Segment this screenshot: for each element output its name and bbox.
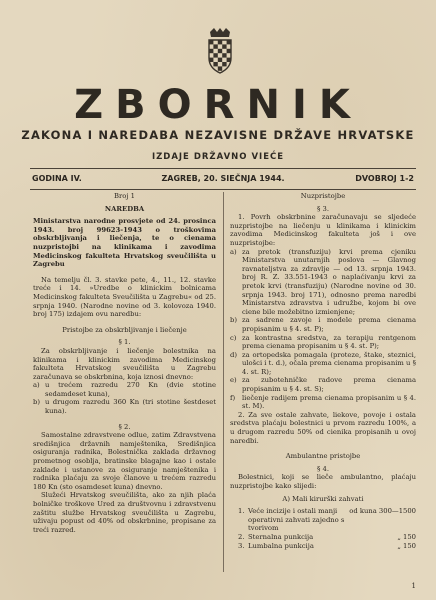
list-item-text: u trećem razredu 270 Kn (dvie stotine sedamdeset kuna), — [45, 381, 216, 398]
list-item-text: za ortopedska pomagala (proteze, štake, steznici, ulošci i t. d.), očala prema cienama propisanim u § 4. st. R); — [242, 350, 416, 376]
list-item — [230, 316, 416, 333]
issue-year: GODINA IV. — [32, 174, 82, 183]
list-item — [230, 351, 416, 377]
gazette-subtitle: ZAKONA I NAREDABA NEZAVISNE DRŽAVE HRVATSKE — [21, 128, 415, 142]
fee-row — [230, 542, 416, 551]
paragraph-mark: § 2. — [118, 422, 131, 431]
fee-row-number: 1. — [238, 507, 245, 516]
fee-row — [230, 533, 416, 542]
list-item-text: za pretok (transfuziju) krvi prema cjeniku Ministarstva unutarnjih poslova — Glavnog ravnateljstva za zdravlje — od 13. srpnja 1943. broj R. Z. 33.551-1943 o naplaćivanju krvi za pretok krvi (transfuziju) (Narodne novine od 30. srpnja 1943. broj 171), odnosno prema naredbi Ministarstva zdravstva i udružbe, kojom bi ove ciene bile možebitno izmienjene; — [242, 247, 416, 316]
fee-row-price: od kuna 300—1500 — [349, 507, 416, 516]
left-column — [33, 192, 216, 534]
item-number: Broj 1 — [114, 192, 135, 200]
paragraph-mark: § 3. — [316, 204, 330, 213]
paragraph-mark: § 1. — [118, 338, 131, 347]
list-item — [230, 394, 416, 411]
list-item — [33, 398, 216, 415]
paragraph-text: Služeći Hrvatskog sveučilišta, ako za njih plaća bolničke troškove Ured za društvovnu i zdravstvenu zaštitu službe Hrvatskog sveučilišta u Zagrebu, uživaju popust od 40% od obskrbnine, propisane za treći razred. — [33, 491, 216, 534]
preamble: Na temelju čl. 3. stavke pete, 4., 11., 12. stavke treće i 14. »Uredbe o klinickim bolnicama Medicinskog fakulteta Sveučilišta u Zagrebu« od 25. srpnja 1940. (Narodne novine od 3. kolovoza 1940. broj 175) izdajem ovu naredbu: — [33, 275, 216, 319]
section-heading: Pristojbe za obskrbljivanje i liečenje — [62, 325, 187, 334]
fee-row-name: Lumbalna punkcija — [248, 541, 314, 550]
page-number: 1 — [411, 582, 416, 590]
list-item — [33, 381, 216, 398]
paragraph-text: Samostalne zdravstvene odlue, zatim Zdravstvena središnjica državnih namještenika, Središnjica osiguranja radnika, Bolestnička zaklada državnog prometnog osoblja, bratinske blagajne kao i ostale zaklade i ustanove za osiguranje namještenika i radnika plaćaju za svoje članove u trećem razredu 180 Kn (sto osamdeset kuna) dnevno. — [33, 431, 216, 491]
column-divider — [223, 192, 224, 572]
fee-row — [230, 507, 416, 533]
fee-row-number: 2. — [238, 532, 245, 541]
document-title: Ministarstva narodne prosvjete od 24. prosinca 1943. broj 99623-1943 o troškovima obskrbljivanja i liečenja, te o cienama nuzpristojbi na klinikama i zavodima Medicinskog fakulteta Hrvatskog sveučilišta u Zagrebu — [33, 217, 216, 269]
list-item-label: c) — [230, 333, 237, 342]
section-heading: Ambulantne pristojbe — [285, 452, 361, 461]
list-item-text: za zubotehničke radove prema cienama propisanim u § 4. st. S); — [242, 376, 416, 394]
list-item — [230, 334, 416, 351]
list-item-text: za kontrastna sredstva, za terapiju rentgenom prema cienama propisanim u § 4. st. P); — [242, 333, 416, 351]
list-item-text: za sadrene zavoje i modele prema cienama propisanim u § 4. st. P); — [242, 316, 416, 333]
list-item-label: a) — [230, 247, 237, 256]
fee-row-price: „ 150 — [397, 541, 416, 550]
list-item-text: liečenje radijem prema cienama propisanim u § 4. st. M). — [242, 393, 416, 411]
section-heading: Nuzpristojbe — [300, 192, 346, 200]
list-item-label: f) — [230, 393, 236, 402]
gazette-title: ZBORNIK — [74, 82, 362, 128]
coat-of-arms-icon — [207, 28, 233, 74]
list-item-label: e) — [230, 376, 237, 385]
list-item-label: b) — [230, 316, 238, 325]
paragraph-text: 2. Za sve ostale zahvate, liekove, povoje i ostala sredstva plaćaju bolestnici u prvom razredu 100%, a u drugom razredu 50% od cienika propisanih u ovoj naredbi. — [230, 410, 416, 445]
fee-row-price: „ 150 — [397, 532, 416, 541]
paragraph-mark: § 4. — [316, 464, 330, 473]
document-type: NAREDBA — [104, 204, 145, 213]
fee-row-number: 3. — [238, 541, 245, 550]
issue-place-date: ZAGREB, 20. SIEČNJA 1944. — [161, 174, 285, 183]
list-item-text: u drugom razredu 360 Kn (tri stotine šestdeset kuna). — [45, 398, 216, 416]
list-item-label: d) — [230, 350, 238, 359]
gazette-publisher: IZDAJE DRŽAVNO VIEĆE — [151, 152, 285, 162]
list-item — [230, 248, 416, 317]
subsection-heading: A) Mali kirurški zahvati — [282, 494, 364, 503]
list-item-label: b) — [33, 398, 41, 407]
fee-row-name: Sternalna punkcija — [248, 532, 314, 541]
issue-bar — [30, 168, 416, 190]
right-column — [230, 192, 416, 550]
paragraph-text: Bolestnici, koji se liečе ambulantno, plaćaju nuzpristojbe kako slijedi: — [230, 473, 416, 490]
list-item — [230, 376, 416, 393]
list-item-label: a) — [33, 381, 40, 390]
fee-row-name: Veće incizije i ostali manji operativni zahvati zajedno s tvorivom — [248, 507, 345, 533]
issue-number: DVOBROJ 1-2 — [355, 174, 414, 183]
paragraph-text: Za obskrbljivanje i liečenje bolestnika na klinikama i klinickim zavodima Medicinskog fakulteta Hrvatskog sveučilišta u Zagrebu zaračunava se obskrbnina, koja iznosi dnevno: — [33, 346, 216, 381]
paragraph-text: 1. Povrh obskrbnine zaračunavaju se sljedeće nuzpristojbe na liečenju u klinikama i klinickim zavodima Medicinskog fakulteta još i ove nuzpristojbe: — [230, 213, 416, 247]
